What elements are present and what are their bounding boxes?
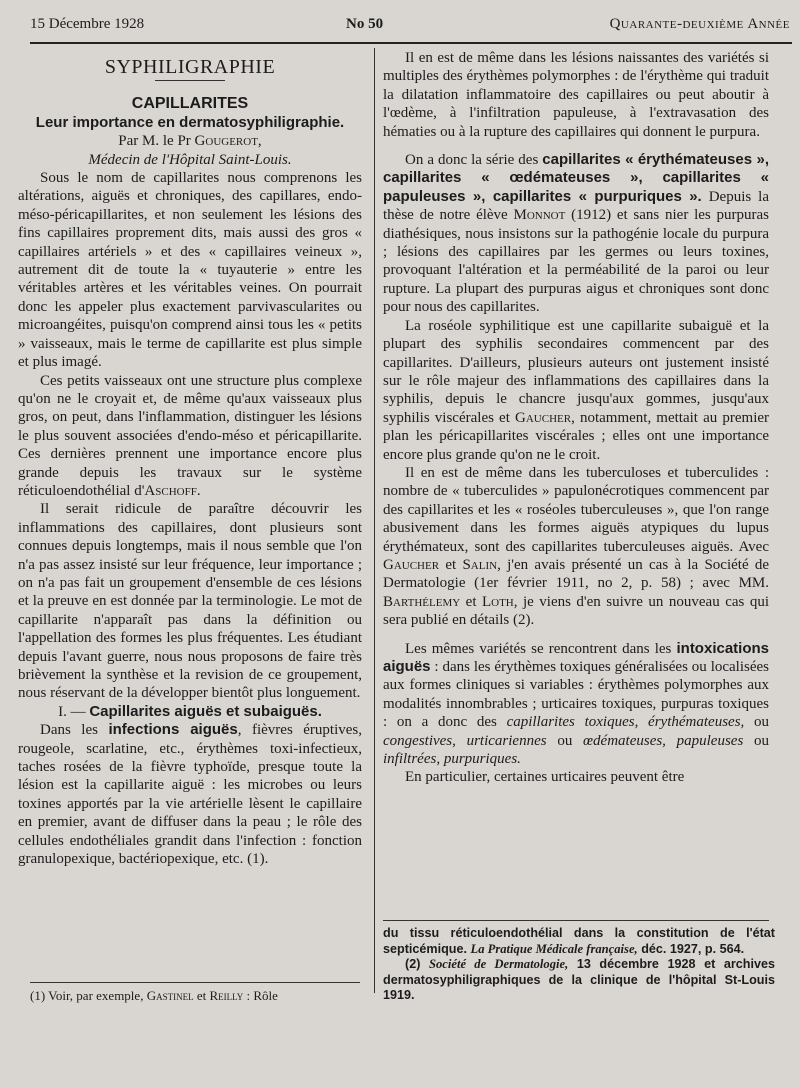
footnote-text: 13 décembre 1928 et archives dermatosyphiligraphiques de la clinique de l'hôpital St-Louis 1919. [383, 957, 776, 1003]
journal-title: Société de Dermatologie, [429, 957, 569, 972]
footnote-marker: (2) [405, 957, 421, 972]
paragraph: Sous le nom de capillarites nous comprenons les altérations, aiguës et chroniques, des capillares, endo-méso-péricapillarites, et non seulement les lésions des fins capillaires proprement dits, mais aussi des gros « capillaires artériels » et des « capillaires veineux », autrement dit de toute la « tuyauterie » entre les véritables artères et les véritables veines. On pourrait donc les appeler plus exactement parvivascularites ou microangéites, puisqu'on comprend ainsi tous les « petits » vaisseaux, mais le terme de capillarite est plus simple et plus imagé. [18, 170, 362, 371]
header-rule [30, 42, 792, 44]
section-heading-number: I. — [58, 703, 86, 720]
right-column [383, 49, 769, 787]
footnote-text: (1) Voir, par exemple, [30, 988, 144, 1003]
italic-term: infiltrées, purpuriques. [383, 751, 521, 768]
article-subtitle: Leur importance en dermatosyphiligraphie. [35, 113, 345, 131]
footnote [383, 957, 775, 1004]
author-reference: Gastinel [146, 988, 194, 1003]
byline [18, 132, 362, 150]
section-heading [18, 703, 362, 721]
spacer [383, 141, 769, 151]
paragraph-text: On a donc la série des [405, 152, 539, 169]
paragraph-text: ou [754, 732, 770, 749]
footnote-rule [30, 982, 360, 983]
column-divider [374, 48, 375, 993]
footnote [383, 926, 775, 957]
paragraph-text: Ces petits vaisseaux ont une structure plus complexe qu'on ne le croyait et, de même qu'aux vaisseaux plus gros, on peut, dans l'inflammation, distinguer les lésions le plus souvent associées d'endo-méso et péricapillarite. Ces dernières prennent une importance encore plus grande depuis les travaux sur le système réticuloendothélial d' [18, 372, 362, 499]
paragraph-text: La roséole syphilitique est une capillarite subaiguë et la plupart des syphilis secondaires commencent par des capillarites. D'ailleurs, plusieurs auteurs ont justement insisté sur le rôle majeur des inflammations des capillaires dans la syphilis, depuis le chancre jusqu'aux gommes, jusqu'aux syphilis viscérales et [383, 317, 769, 426]
paragraph [18, 372, 362, 501]
footnote-text: et [196, 988, 207, 1003]
header-issue-number: No 50 [346, 16, 384, 32]
byline-prefix: Par M. le Pr [118, 133, 191, 150]
footnote-text: du tissu réticuloendothélial dans la constitution de l'état septicémique. [383, 926, 775, 956]
paragraph [383, 317, 769, 464]
footnotes [383, 926, 775, 1004]
paragraph-text: et [465, 593, 477, 610]
paragraph-text: je viens d'en suivre un nouveau cas qui sera publié en détails (2). [383, 593, 769, 629]
paragraph-text: , fièvres éruptives, rougeole, scarlatine, etc., érythèmes toxi-infectieux, taches rosées de la fièvre typhoïde, presque toute la lésion est la capillarite aiguë : les microbes ou leurs toxines apportés par la vie artérielle lèsent le capillaire en premier, avant de diffuser dans la peau ; le rôle des cellules endothéliales grandit dans l'infection : fonction granulopexique, bactériopexique, etc. (1). [18, 722, 362, 868]
footnote [30, 988, 366, 1004]
section-title: SYPHILIGRAPHIE [104, 56, 276, 78]
paragraph-text: Dans les [40, 722, 98, 739]
section-heading-text: Capillarites aiguës et subaiguës. [89, 702, 322, 720]
author-reference: Gaucher, [515, 409, 575, 426]
italic-term: capillarites toxiques, érythémateuses, [506, 714, 745, 731]
paragraph-text: Depuis la thèse de notre élève [383, 188, 770, 224]
paragraph: En particulier, certaines urticaires peuvent être [405, 769, 685, 786]
footnote-text: déc. 1927, p. 564. [641, 941, 745, 956]
page-header [30, 16, 790, 38]
paragraph-text: j'en avais présenté un cas à la Société de Dermatologie (1er février 1911, no 2, p. 58) ; avec MM. [383, 556, 770, 592]
left-column [18, 58, 362, 868]
paragraph-text: notamment, mettait au premier plan les péricapillarites viscérales ; elles ont une importance encore plus grande qu'on ne le croit. [383, 409, 770, 463]
author-reference: Barthélemy [383, 593, 461, 610]
author-reference: Aschoff. [144, 482, 201, 499]
paragraph-text: ou [557, 732, 573, 749]
emphasis: capillarites « érythémateuses », capillarites « œdémateuses », capillarites « papuleuses », capillarites « purpuriques ». [383, 151, 769, 205]
paragraph: Il en est de même dans les lésions naissantes des variétés si multiples des érythèmes polymorphes : de l'érythème qui traduit la dilatation inflammatoire des capillaires ou peut aboutir à l'œdème, à l'infiltration papuleuse, à l'extravasation des hématies ou à la rupture des capillaires qui donnent le purpura. [383, 50, 769, 140]
italic-term: congestives, urticariennes [383, 732, 547, 749]
author-reference: Loth, [481, 593, 518, 610]
paragraph [18, 721, 362, 868]
title-divider [155, 80, 225, 81]
header-volume: Quarante-deuxième Année [609, 16, 790, 32]
paragraph [383, 464, 769, 630]
paragraph-text: (1912) et sans nier les purpuras diathésiques, nous insistons sur la pathogénie locale du purpura ; lésions des capillaires par les germes ou leurs toxines, provoquant l'altération et la perméabilité de la paroi ou leur rupture. La plupart des purpuras aigus et chroniques sont donc pour nous des capillarites. [383, 207, 769, 316]
author-affiliation: Médecin de l'Hôpital Saint-Louis. [88, 151, 292, 168]
author-reference: Monnot [513, 207, 566, 224]
author-reference: Salin, [462, 556, 501, 573]
author-name: Gougerot, [194, 133, 262, 150]
paragraph [383, 640, 769, 769]
footnote-text: : Rôle [246, 988, 278, 1003]
article-title: CAPILLARITES [131, 95, 249, 113]
paragraph [383, 151, 769, 317]
paragraph-text: Il en est de même dans les tuberculoses et tuberculides : nombre de « tuberculides » papulonécrotiques commencent par des capillarites et les « roséoles tuberculeuses », que l'on range abusivement dans les formes aiguës atypiques du lupus érythémateux, sont des capillarites tuberculeuses aiguës. Avec [383, 464, 769, 555]
italic-term: œdémateuses, papuleuses [583, 732, 744, 749]
paragraph: Il serait ridicule de paraître découvrir les inflammations des capillaires, dont plusieurs sont connues depuis longtemps, mais il nous semble que l'on n'a pas assez insisté sur leur fréquence, leur importance ; on n'a pas fait un groupement d'ensemble de ces lésions et la preuve en est donnée par la terminologie. Le mot de capillarite n'apparaît pas dans la définition ou l'appellation des formes les plus fréquentes. Les étudiant depuis l'avant guerre, nous nous proposons de faire très brièvement la synthèse et la revision de ce groupement, nous réservant de la développer bientôt plus longuement. [18, 501, 362, 702]
author-reference: Reilly [209, 988, 244, 1003]
footnote-rule [383, 920, 769, 921]
emphasis: intoxications aiguës [383, 639, 769, 675]
spacer [383, 630, 769, 640]
journal-title: La Pratique Médicale française, [470, 941, 638, 956]
paragraph-text: Les mêmes variétés se rencontrent dans les [405, 640, 672, 657]
author-reference: Gaucher [383, 556, 440, 573]
header-date: 15 Décembre 1928 [30, 16, 145, 32]
emphasis: infections aiguës [108, 721, 238, 739]
paragraph-text: ou [754, 714, 769, 731]
paragraph-text: et [445, 556, 457, 573]
paragraph-text: : dans les érythèmes toxiques généralisées ou localisées aux formes cliniques si variables : érythèmes polymorphes aux modalités innombrables ; urticaires toxiques, purpuras toxiques : on a donc des [383, 659, 769, 731]
